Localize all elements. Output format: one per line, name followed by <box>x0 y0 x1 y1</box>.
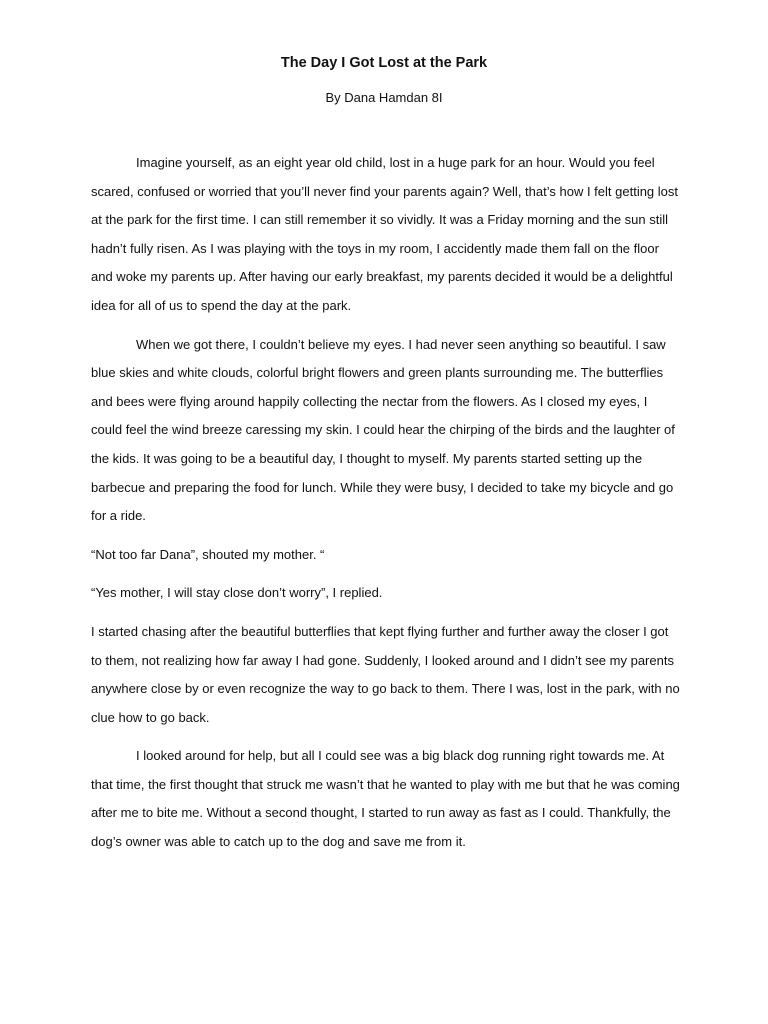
document-byline: By Dana Hamdan 8I <box>325 90 443 105</box>
paragraph-intro: Imagine yourself, as an eight year old child, lost in a huge park for an hour. Would you feel scared, confused or worried that you’ll never find your parents again? Well, that’s how I felt getting lost at the park for the first time. I can still remember it so vividly. It was a Friday morning and the sun still hadn’t fully risen. As I was playing with the toys in my room, I accidently made them fall on the floor and woke my parents up. After having our early breakfast, my parents decided it would be a delightful idea for all of us to spend the day at the park. <box>91 155 679 313</box>
document-body <box>91 149 681 857</box>
paragraph-mother-dialogue: “Not too far Dana”, shouted my mother. “ <box>91 546 325 562</box>
paragraph-reply-dialogue: “Yes mother, I will stay close don’t worry”, I replied. <box>91 585 383 601</box>
paragraph-dog: I looked around for help, but all I could see was a big black dog running right towards me. At that time, the first thought that struck me wasn’t that he wanted to play with me but that he was coming after me to bite me. Without a second thought, I started to run away as fast as I could. Thankfully, the dog’s owner was able to catch up to the dog and save me from it. <box>91 748 680 850</box>
paragraph-arrival: When we got there, I couldn’t believe my eyes. I had never seen anything so beautiful. I saw blue skies and white clouds, colorful bright flowers and green plants surrounding me. The butterflies and bees were flying around happily collecting the nectar from the flowers. As I closed my eyes, I could feel the wind breeze caressing my skin. I could hear the chirping of the birds and the laughter of the kids. It was going to be a beautiful day, I thought to myself. My parents started setting up the barbecue and preparing the food for lunch. While they were busy, I decided to take my bicycle and go for a ride. <box>91 336 675 524</box>
document-title: The Day I Got Lost at the Park <box>280 55 488 71</box>
paragraph-chasing: I started chasing after the beautiful butterflies that kept flying further and further away the closer I got to them, not realizing how far away I had gone. Suddenly, I looked around and I didn’t see my parents anywhere close by or even recognize the way to go back to them. There I was, lost in the park, with no clue how to go back. <box>91 623 680 725</box>
